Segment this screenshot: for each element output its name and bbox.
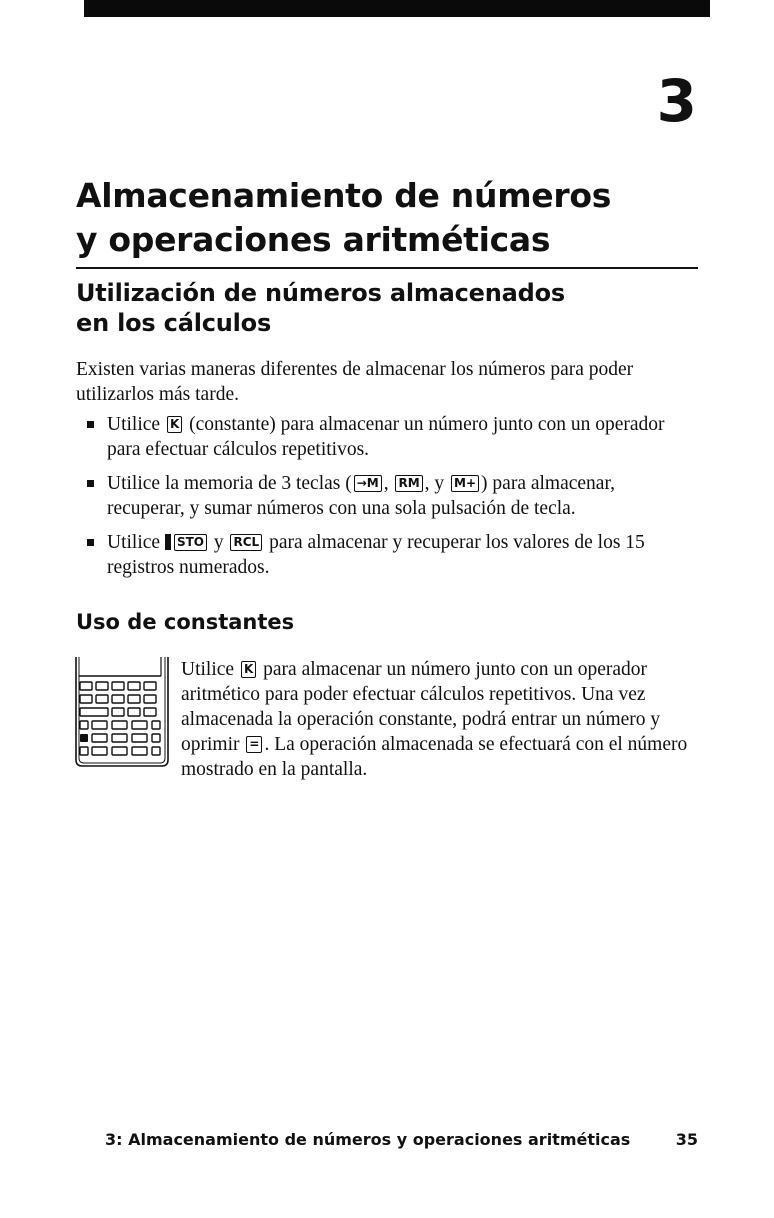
chapter-title [76,174,611,262]
constants-paragraph: Utilice K para almacenar un número junto con un operador aritmético para poder efectuar cálculos repetitivos. Una vez almacenada la operación constante, podrá entrar un número y oprimir = . La operación almacenada se efectuará con el número mostrado en la pantalla. [181,659,688,780]
running-footer: 3: Almacenamiento de números y operaciones aritméticas [105,1130,631,1149]
chapter-number: 3 [656,67,696,135]
section-title [76,278,565,338]
subsection-title: Uso de constantes [76,610,295,634]
bullet-item: Utilice la memoria de 3 teclas ( →M , RM , y M+ ) para almacenar, recuperar, y sumar números con una sola pulsación de tecla. [76,471,696,521]
key-rcl: RCL [230,534,262,551]
page-number: 35 [675,1130,698,1149]
bullet-square-icon [87,421,94,428]
bullet-list [76,412,696,589]
bullet-square-icon [87,539,94,546]
section-title-line1: Utilización de números almacenados [76,279,565,307]
chapter-title-line2: y operaciones aritméticas [76,220,551,259]
calculator-icon [74,656,170,768]
shift-key-icon [165,534,171,550]
key-memory-plus: M+ [451,475,479,492]
key-sto: STO [174,534,207,551]
section-rule [76,267,698,269]
bullet-item: Utilice K (constante) para almacenar un número junto con un operador para efectuar cálculos repetitivos. [76,412,696,462]
key-equals: = [246,736,262,753]
key-to-memory: →M [354,475,382,492]
bullet-square-icon [87,480,94,487]
key-recall-memory: RM [395,475,422,492]
section-title-line2: en los cálculos [76,309,272,337]
bullet-item: Utilice STO y RCL para almacenar y recuperar los valores de los 15 registros numerados. [76,530,696,580]
intro-paragraph: Existen varias maneras diferentes de almacenar los números para poder utilizarlos más tarde. [76,359,634,405]
key-k: K [241,661,256,678]
chapter-title-line1: Almacenamiento de números [76,176,612,215]
top-bar [84,0,710,17]
key-k: K [167,416,182,433]
